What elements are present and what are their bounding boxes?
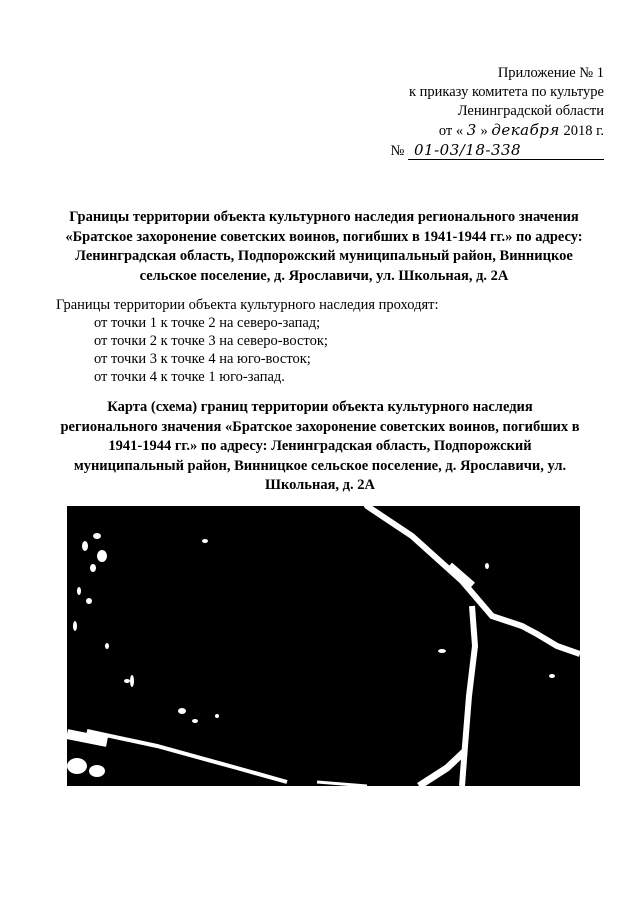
- boundary-segment: от точки 2 к точке 3 на северо-восток;: [94, 333, 328, 349]
- boundary-map: [67, 506, 580, 786]
- map-road: [419, 751, 465, 786]
- order-number: [344, 141, 604, 161]
- boundary-lead: Границы территории объекта культурного наследия проходят:: [56, 297, 439, 313]
- number-value: 01-03/18-338: [408, 141, 604, 160]
- map-image: [67, 506, 580, 786]
- map-road: [87, 731, 287, 782]
- date-year: 2018 г.: [563, 123, 604, 139]
- attachment-number: Приложение № 1: [497, 65, 604, 81]
- map-road: [522, 626, 580, 654]
- document-title: Границы территории объекта культурного наследия регионального значения «Братское захоронение советских воинов, погибших в 1941-1944 гг.» по адресу: Ленинградская область, Подпорожский муниципальный район, Винницкое сельское поселение, д. Ярославичи, ул. Школьная, д. 2А: [65, 209, 583, 284]
- map-title: Карта (схема) границ территории объекта культурного наследия регионального значения «Братское захоронение советских воинов, погибших в 1941-1944 гг.» по адресу: Ленинградская область, Подпорожский муниципальный район, Винницкое сельское поселение, д. Ярославичи, ул. Школьная, д. 2А: [60, 399, 580, 493]
- date-mid: »: [480, 123, 488, 139]
- boundary-segment: от точки 1 к точке 2 на северо-запад;: [94, 315, 321, 331]
- date-prefix: от «: [438, 123, 464, 139]
- map-road: [367, 506, 522, 626]
- boundary-segment: от точки 3 к точке 4 на юго-восток;: [94, 351, 311, 367]
- date-month: декабря: [491, 121, 560, 139]
- map-road: [317, 782, 367, 786]
- boundary-description: [56, 296, 596, 386]
- order-date: [344, 121, 604, 141]
- number-label: №: [390, 143, 405, 159]
- date-day: 3: [466, 121, 477, 139]
- boundary-segment: от точки 4 к точке 1 юго-запад.: [94, 369, 285, 385]
- region-name: Ленинградской области: [457, 103, 604, 119]
- order-reference: к приказу комитета по культуре: [408, 84, 604, 100]
- attachment-header: [344, 64, 604, 161]
- map-road: [462, 606, 475, 786]
